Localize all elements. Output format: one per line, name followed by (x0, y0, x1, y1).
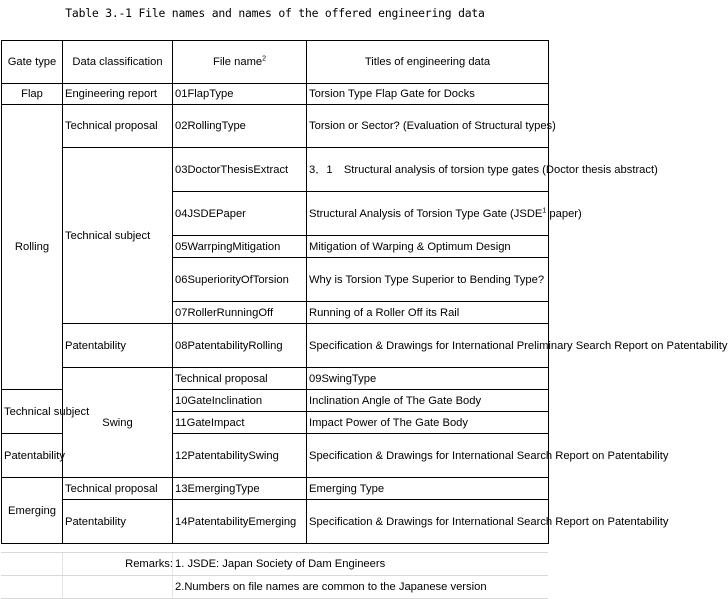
remarks-note-1: 1. JSDE: Japan Society of Dam Engineers (175, 558, 386, 570)
gate-type-cell: Flap (2, 84, 63, 105)
title-cell: Emerging Type (307, 478, 549, 500)
gate-type-cell: Swing (63, 368, 173, 478)
gate-type-cell: Rolling (2, 105, 63, 390)
title-cell: Torsion Type Flap Gate for Docks (307, 84, 549, 105)
file-name-cell: 14PatentabilityEmerging (173, 500, 307, 544)
file-name-cell: 12PatentabilitySwing (173, 434, 307, 478)
remarks-note-2: 2.Numbers on file names are common to the Japanese version (175, 581, 487, 593)
header-titles: Titles of engineering data (307, 41, 549, 84)
file-name-cell: 10GateInclination (173, 390, 307, 412)
classification-cell: Technical proposal (63, 478, 173, 500)
title-cell: Specification & Drawings for International Preliminary Search Report on Patentability (307, 324, 549, 368)
title-text: Structural Analysis of Torsion Type Gate (JSDE (309, 207, 543, 220)
file-name-cell: 03DoctorThesisExtract (173, 148, 307, 192)
gate-type-cell: Emerging (2, 478, 63, 544)
grid-line (62, 576, 63, 598)
file-name-cell: 11GateImpact (173, 412, 307, 434)
title-text-end: paper) (546, 207, 582, 220)
title-cell: Specification & Drawings for International Search Report on Patentability (307, 500, 549, 544)
file-name-cell: 04JSDEPaper (173, 192, 307, 236)
classification-cell: Technical proposal (63, 105, 173, 148)
table-row (2, 105, 549, 148)
classification-cell: Technical subject (63, 148, 173, 324)
title-cell: Inclination Angle of The Gate Body (307, 390, 549, 412)
file-name-cell: 06SuperiorityOfTorsion (173, 258, 307, 302)
table-row (2, 478, 549, 500)
remarks-row (1, 575, 548, 599)
remarks-label: Remarks: (125, 558, 173, 570)
header-file-name-text: File name (212, 56, 263, 68)
title-cell: 3．1 Structural analysis of torsion type gates (Doctor thesis abstract) (307, 148, 549, 192)
file-name-cell: 09SwingType (307, 368, 549, 390)
header-data-classification: Data classification (63, 41, 173, 84)
header-file-name (173, 41, 307, 84)
title-cell: Torsion or Sector? (Evaluation of Structural types) (307, 105, 549, 148)
header-row (2, 41, 549, 84)
classification-cell: Engineering report (63, 84, 173, 105)
header-gate-type: Gate type (2, 41, 63, 84)
file-name-cell: 05WarrpingMitigation (173, 236, 307, 258)
classification-cell: Technical proposal (173, 368, 307, 390)
classification-cell: Technical subject (2, 390, 63, 434)
table-caption: Table 3.-1 File names and names of the offered engineering data (65, 6, 485, 20)
file-name-cell: 08PatentabilityRolling (173, 324, 307, 368)
table-row (2, 148, 549, 192)
file-name-cell: 07RollerRunningOff (173, 302, 307, 324)
title-cell: Impact Power of The Gate Body (307, 412, 549, 434)
classification-cell: Patentability (2, 434, 63, 478)
title-footnote: 1 (542, 206, 547, 214)
title-cell: Running of a Roller Off its Rail (307, 302, 549, 324)
header-file-name-footnote: 2 (262, 55, 267, 63)
file-name-cell: 13EmergingType (173, 478, 307, 500)
table-row (2, 500, 549, 544)
title-cell: Why is Torsion Type Superior to Bending Type? (307, 258, 549, 302)
grid-line (172, 576, 173, 598)
engineering-data-table (1, 40, 728, 544)
table-row (2, 368, 549, 390)
remarks-row (1, 552, 548, 575)
file-name-cell: 01FlapType (173, 84, 307, 105)
table-row (2, 84, 549, 105)
file-name-cell: 02RollingType (173, 105, 307, 148)
title-cell (307, 192, 582, 236)
classification-cell: Patentability (63, 500, 173, 544)
remarks (1, 552, 548, 599)
title-cell: Specification & Drawings for International Search Report on Patentability (307, 434, 549, 478)
title-cell: Mitigation of Warping & Optimum Design (307, 236, 549, 258)
table-row (2, 324, 549, 368)
grid-line (62, 553, 63, 575)
classification-cell: Patentability (63, 324, 173, 368)
